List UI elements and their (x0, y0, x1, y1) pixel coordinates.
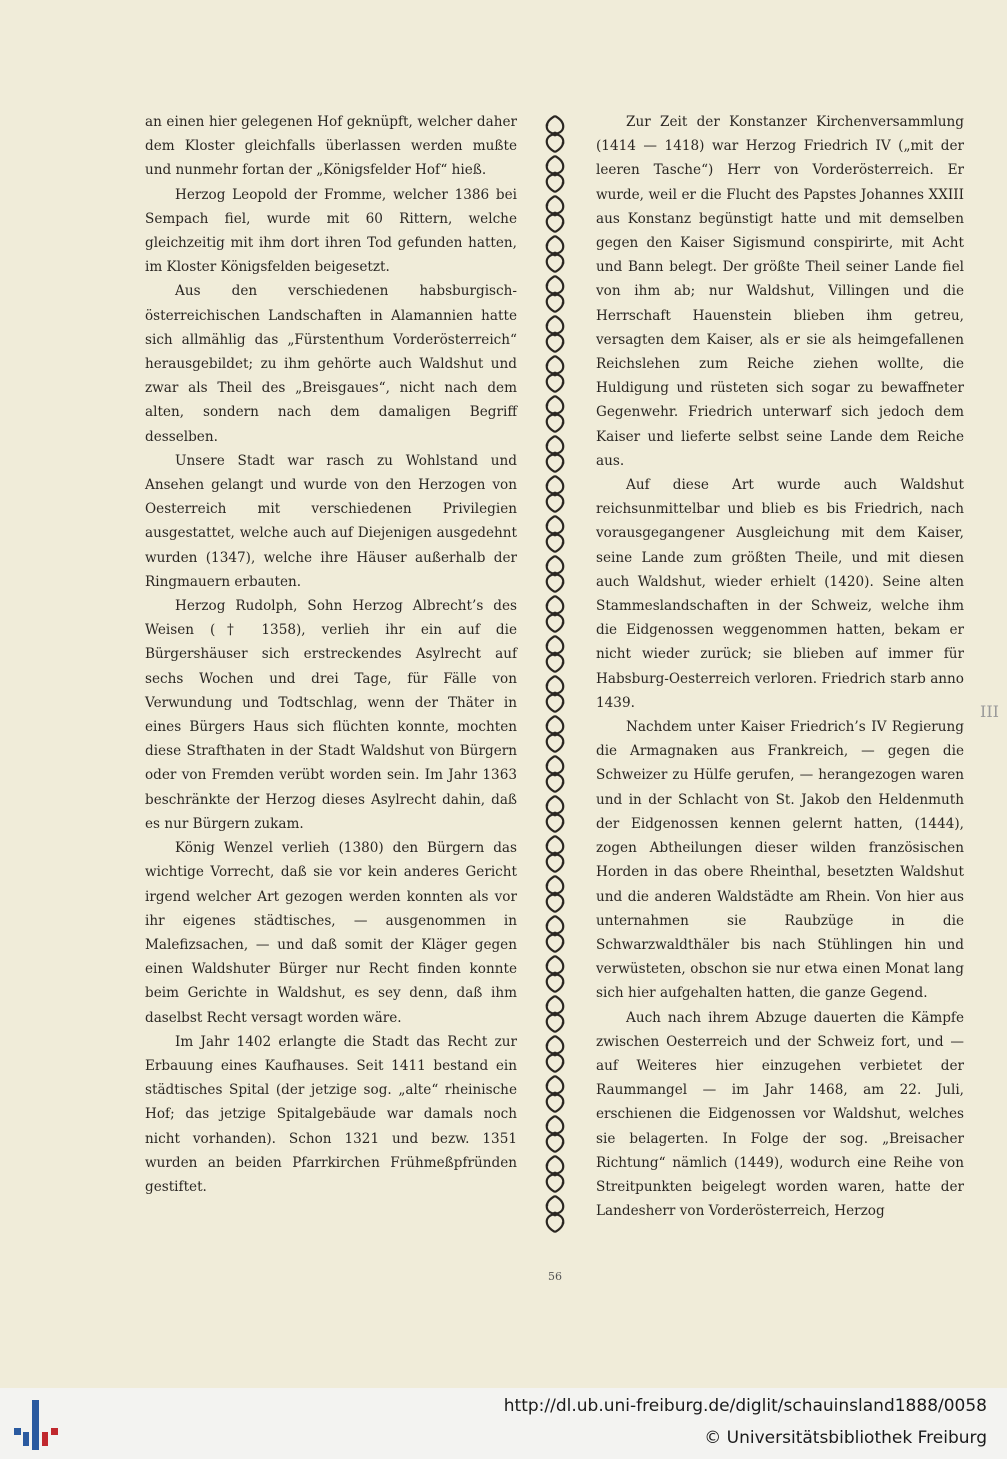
permalink-url[interactable]: http://dl.ub.uni-freiburg.de/diglit/schauinsland1888/0058 (503, 1396, 987, 1416)
left-text-column (145, 110, 517, 1199)
page-number: 56 (548, 1270, 562, 1283)
paragraph: Aus den verschiedenen habsburgisch-österreichischen Landschaften in Alamannien hatte sich allmählig das „Fürstenthum Vorderösterreich“ herausgebildet; zu ihm gehörte auch Waldshut und zwar als Theil des „Breisgaues“, nicht nach dem alten, sondern nach dem damaligen Begriff desselben. (145, 283, 517, 445)
paragraph: Nachdem unter Kaiser Friedrich’s IV Regierung die Armagnaken aus Frankreich, — gegen die Schweizer zu Hülfe gerufen, — herangezogen waren und in der Schlacht von St. Jakob den Heldenmuth der Eidgenossen kennen gelernt hatten, (1444), zogen Abtheilungen dieser wilden französischen Horden in das obere Rheinthal, besetzten Waldshut und die anderen Waldstädte am Rhein. Von hier aus unternahmen sie Raubzüge in die Schwarzwaldthäler bis nach Stühlingen hin und verwüsteten, obschon sie nur etwa einen Monat lang sich hier aufgehalten hatten, die ganze Gegend. (596, 719, 964, 1002)
paragraph: Im Jahr 1402 erlangte die Stadt das Recht zur Erbauung eines Kaufhauses. Seit 1411 bestand ein städtisches Spital (der jetzige sog. „alte“ rheinische Hof; das jetzige Spitalgebäude war damals noch nicht vorhanden). Schon 1321 und bezw. 1351 wurden an beiden Pfarrkirchen Frühmeßpfründen gestiftet. (145, 1033, 517, 1195)
right-text-column (596, 110, 964, 1223)
paragraph: König Wenzel verlieh (1380) den Bürgern das wichtige Vorrecht, daß sie vor kein anderes Gericht irgend welcher Art gezogen werden konnten als vor ihr eigenes städtisches, — ausgenommen in Malefizsachen, — und daß somit der Kläger gegen einen Waldshuter Bürger nur Recht finden konnte beim Gerichte in Waldshut, es sey denn, daß ihm daselbst Recht versagt worden wäre. (145, 840, 517, 1026)
paragraph: an einen hier gelegenen Hof geknüpft, welcher daher dem Kloster gleichfalls überlassen werden mußte und nunmehr fortan der „Königsfelder Hof“ hieß. (145, 114, 517, 179)
paragraph: Auch nach ihrem Abzuge dauerten die Kämpfe zwischen Oesterreich und der Schweiz fort, und — auf Weiteres hier einzugehen verbietet der Raummangel — im Jahr 1468, am 22. Juli, erschienen die Eidgenossen vor Waldshut, welches sie belagerten. In Folge der sog. „Breisacher Richtung“ nämlich (1449), wodurch eine Reihe von Streitpunkten beigelegt worden waren, hatte der Landesherr von Vorderösterreich, Herzog (596, 1009, 964, 1220)
paragraph: Auf diese Art wurde auch Waldshut reichsunmittelbar und blieb es bis Friedrich, nach vorausgegangener Ausgleichung mit dem Kaiser, seine Lande zum größten Theile, und mit diesen auch Waldshut, wieder erhielt (1420). Seine alten Stammeslandschaften in der Schweiz, welche ihm die Eidgenossen weggenommen hatten, bekam er nicht wieder zurück; sie blieben auf immer für Habsburg-Oesterreich verloren. Friedrich starb anno 1439. (596, 477, 964, 711)
paragraph: Unsere Stadt war rasch zu Wohlstand und Ansehen gelangt und wurde von den Herzogen von Oesterreich mit verschiedenen Privilegien ausgestattet, welche auch auf Diejenigen ausgedehnt wurden (1347), welche ihre Häuser außerhalb der Ringmauern erbauten. (145, 452, 517, 590)
paragraph: Herzog Leopold der Fromme, welcher 1386 bei Sempach fiel, wurde mit 60 Rittern, welche gleichzeitig mit ihm dort ihren Tod gefunden hatten, im Kloster Königsfelden beigesetzt. (145, 186, 517, 276)
ornamental-column-divider (540, 114, 570, 1234)
viewer-footer (0, 1388, 1007, 1459)
paragraph: Herzog Rudolph, Sohn Herzog Albrecht’s des Weisen († 1358), verlieh ihr ein auf die Bürgershäuser sich erstreckendes Asylrecht auf sechs Wochen und drei Tage, für Fälle von Verwundung und Todtschlag, wenn der Thäter in eines Bürgers Haus sich flüchten konnte, mochten diese Strafthaten in der Stadt Waldshut von Bürgern oder von Fremden verübt worden sein. Im Jahr 1363 beschränkte der Herzog dieses Asylrecht dahin, daß es nur Bürgern zukam. (145, 598, 517, 832)
marginal-note: III (980, 702, 999, 721)
copyright-notice: © Universitätsbibliothek Freiburg (704, 1428, 987, 1448)
library-logo-icon (12, 1398, 60, 1452)
paragraph: Zur Zeit der Konstanzer Kirchenversammlung (1414 — 1418) war Herzog Friedrich IV („mit der leeren Tasche“) Herr von Vorderösterreich. Er wurde, weil er die Flucht des Papstes Johannes XXIII aus Konstanz begünstigt hatte und mit demselben gegen den Kaiser Sigismund conspirirte, mit Acht und Bann belegt. Der größte Theil seiner Lande fiel von ihm ab; nur Waldshut, Villingen und die Herrschaft Hauenstein blieben ihm getreu, versagten dem Kaiser, als er sie als heimgefallenen Reichslehen zum Reiche ziehen wollte, die Huldigung und rüsteten sich sogar zu bewaffneter Gegenwehr. Friedrich unterwarf sich jedoch dem Kaiser und lieferte selbst seine Lande dem Reiche aus. (596, 114, 964, 469)
